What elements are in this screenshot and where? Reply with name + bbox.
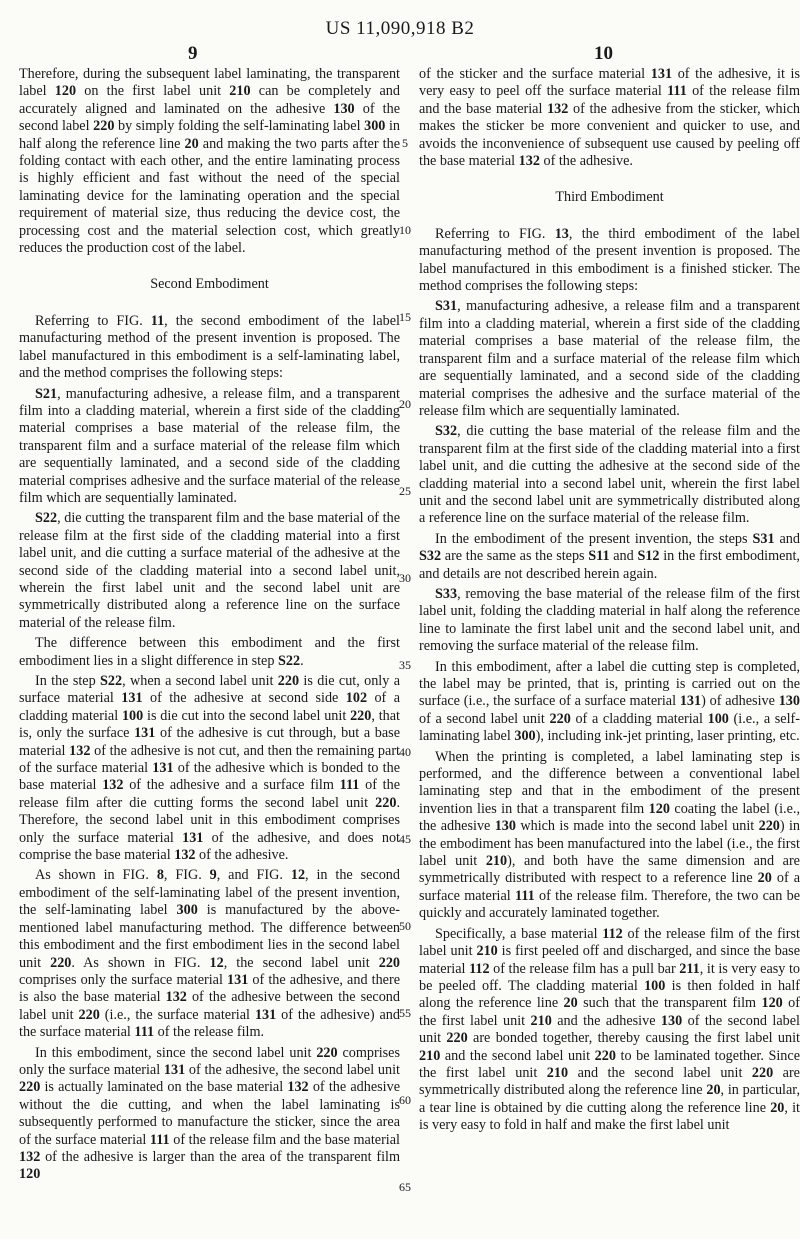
paragraph: In the embodiment of the present invention, the steps S31 and S32 are the same as the steps S11 and S12 in the first embodiment, and details are not described herein again. xyxy=(419,530,800,582)
paragraph: S33, removing the base material of the release film of the first label unit, folding the cladding material in half along the reference line to laminate the first label unit and the second label unit, and removing the surface material of the release film. xyxy=(419,585,800,655)
page-number-right: 10 xyxy=(594,43,613,64)
line-number: 5 xyxy=(402,136,408,150)
left-column xyxy=(19,66,400,1184)
patent-number: US 11,090,918 B2 xyxy=(325,18,475,39)
paragraph: S21, manufacturing adhesive, a release film, and a transparent film into a cladding material, wherein a first side of the cladding material comprises a base material of the release film, the transparent film and a surface material of the release film which are sequentially laminated, and a second side of the cladding material comprises adhesive and the surface material of the release film which are sequentially laminated. xyxy=(19,385,400,506)
line-number: 55 xyxy=(399,1006,411,1020)
line-number: 10 xyxy=(399,223,411,237)
line-number: 50 xyxy=(399,919,411,933)
line-number: 45 xyxy=(399,832,411,846)
line-number: 30 xyxy=(399,571,411,585)
paragraph: The difference between this embodiment and the first embodiment lies in a slight difference in step S22. xyxy=(19,635,400,669)
page-number-left: 9 xyxy=(188,43,198,64)
line-number: 25 xyxy=(399,484,411,498)
line-number: 35 xyxy=(399,658,411,672)
paragraph: In this embodiment, since the second label unit 220 comprises only the surface material 131 of the adhesive, the second label unit 220 is actually laminated on the base material 132 of the adhesive without the die cutting, and when the label laminating is subsequently performed to manufacture the sticker, since the area of the surface material 111 of the release film and the base material 132 of the adhesive is larger than the area of the transparent film 120 xyxy=(19,1044,400,1183)
paragraph: S31, manufacturing adhesive, a release film and a transparent film into a cladding material, wherein a first side of the cladding material comprises a base material of the release film, the transparent film and a surface material of the release film which are sequentially laminated, and a second side of the cladding material comprises the adhesive and the surface material of the release film which are sequentially laminated. xyxy=(419,298,800,419)
section-heading: Third Embodiment xyxy=(555,189,664,206)
line-number: 15 xyxy=(399,310,411,324)
line-number: 65 xyxy=(399,1180,411,1194)
line-number: 60 xyxy=(399,1093,411,1107)
paragraph: In this embodiment, after a label die cutting step is completed, the label may be printed, that is, printing is carried out on the surface (i.e., the surface of a surface material 131) of adhesive 130 of a second label unit 220 of a cladding material 100 (i.e., a self-laminating label 300), including ink-jet printing, laser printing, etc. xyxy=(419,658,800,745)
paragraph: Referring to FIG. 11, the second embodiment of the label manufacturing method of the present invention is proposed. The label manufactured in this embodiment is a self-laminating label, and the method comprises the following steps: xyxy=(19,312,400,382)
paragraph: In the step S22, when a second label unit 220 is die cut, only a surface material 131 of the adhesive at second side 102 of a cladding material 100 is die cut into the second label unit 220, that is, only the surface 131 of the adhesive is cut through, but a base material 132 of the adhesive is not cut, and then the remaining part of the surface material 131 of the adhesive which is bonded to the base material 132 of the adhesive and a surface film 111 of the release film after die cutting forms the second label unit 220. Therefore, the second label unit in this embodiment comprises only the surface material 131 of the adhesive, and does not comprise the base material 132 of the adhesive. xyxy=(19,673,401,864)
right-column xyxy=(419,66,800,1135)
paragraph: S22, die cutting the transparent film and the base material of the release film at the first side of the cladding material into a first label unit, and die cutting a surface material of the adhesive at the second side of the cladding material into a second label unit, wherein the first label unit and the second label unit are symmetrically distributed along a reference line on the surface material of the release film. xyxy=(19,510,400,631)
line-number: 40 xyxy=(399,745,411,759)
paragraph: Specifically, a base material 112 of the release film of the first label unit 210 is first peeled off and discharged, and since the base material 112 of the release film has a pull bar 211, it is very easy to be peeled off. The cladding material 100 is then folded in half along the reference line 20 such that the transparent film 120 of the first label unit 210 and the adhesive 130 of the second label unit 220 are bonded together, thereby causing the first label unit 210 and the second label unit 220 to be laminated together. Since the first label unit 210 and the second label unit 220 are symmetrically distributed along the reference line 20, in particular, a tear line is obtained by die cutting along the reference line 20, it is very easy to fold in half and make the first label unit xyxy=(419,925,800,1134)
paragraph: When the printing is completed, a label laminating step is performed, and the difference between a conventional label laminating step and that in the embodiment of the present invention lies in that a transparent film 120 coating the label (i.e., the adhesive 130 which is made into the second label unit 220) in the embodiment has been manufactured into the label (i.e., the first label unit 210), and both have the same dimension and are symmetrically distributed with respect to a reference line 20 of a surface material 111 of the release film. Therefore, the two can be quickly and accurately laminated together. xyxy=(419,748,800,922)
paragraph: of the sticker and the surface material 131 of the adhesive, it is very easy to peel off the surface material 111 of the release film and the base material 132 of the adhesive from the sticker, which makes the sticker be more convenient and quicker to use, and avoids the inconvenience of subsequent use caused by peeling off the base material 132 of the adhesive. xyxy=(419,66,800,170)
paragraph: S32, die cutting the base material of the release film and the transparent film at the first side of the cladding material into a first label unit, and die cutting the adhesive at the second side of the cladding material into a second label unit, wherein the first label unit and the second label unit are symmetrically distributed along a reference line on the surface material of the release film. xyxy=(419,423,800,527)
paragraph: Therefore, during the subsequent label laminating, the transparent label 120 on the first label unit 210 can be completely and accurately aligned and laminated on the adhesive 130 of the second label 220 by simply folding the self-laminating label 300 in half along the reference line 20 and making the two parts after the folding contact with each other, and the entire laminating process is highly efficient and fast without the need of the special laminating device for the laminating operation and the special requirement of material size, thus reducing the device cost, the processing cost and the material selection cost, which greatly reduces the production cost of the label. xyxy=(19,66,400,257)
paragraph: As shown in FIG. 8, FIG. 9, and FIG. 12, in the second embodiment of the self-laminating label of the present invention, the self-laminating label 300 is manufactured by the above-mentioned label manufacturing method. The difference between this embodiment and the first embodiment lies in the second label unit 220. As shown in FIG. 12, the second label unit 220 comprises only the surface material 131 of the adhesive, and there is also the base material 132 of the adhesive between the second label unit 220 (i.e., the surface material 131 of the adhesive) and the surface material 111 of the release film. xyxy=(19,867,400,1041)
paragraph: Referring to FIG. 13, the third embodiment of the label manufacturing method of the present invention is proposed. The label manufactured in this embodiment is a finished sticker. The method comprises the following steps: xyxy=(419,225,800,295)
section-heading: Second Embodiment xyxy=(150,276,269,293)
line-number: 20 xyxy=(399,397,411,411)
